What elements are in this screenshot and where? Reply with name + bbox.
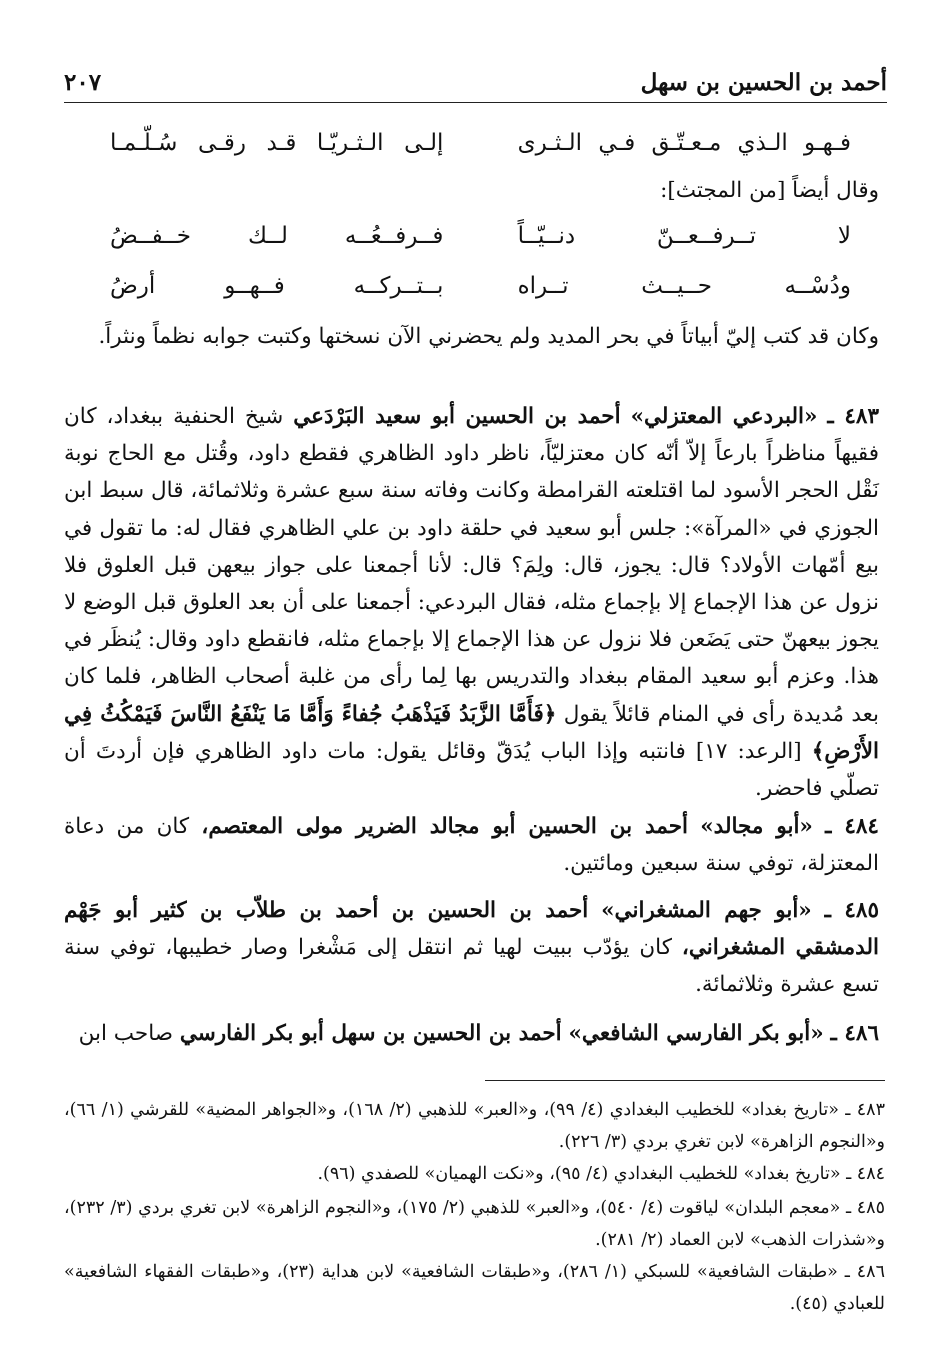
entry-nickname: «أبو بكر الفارسي الشافعي» <box>568 1021 824 1046</box>
entry-483 <box>64 398 879 807</box>
entry-486 <box>64 1015 879 1052</box>
intro-paragraph: وكان قد كتب إليّ أبياتاً في بحر المديد ولم يحضرني الآن نسختها وكتبت جوابه نظماً ونثراً. <box>98 324 879 349</box>
entry-484 <box>64 808 879 882</box>
footnote-485: ٤٨٥ ـ «معجم البلدان» لياقوت (٤/ ٥٤٠)، و«العبر» للذهبي (٢/ ١٧٥)، و«النجوم الزاهرة» لابن تغري بردي (٣/ ٢٣٢)، و«شذرات الذهب» لابن العماد (٢/ ٢٨١). <box>64 1198 885 1250</box>
hemistich-first: فـهـو الـذي مـعـتّـق فـي الـثـرى <box>517 130 851 156</box>
entry-485 <box>64 892 879 1004</box>
entry-number: ٤٨٦ ـ <box>830 1021 879 1046</box>
page-number: ٢٠٧ <box>64 69 102 96</box>
entry-nickname: «أبو جهم المشغراني» <box>601 898 812 923</box>
running-header <box>64 56 887 103</box>
entry-number: ٤٨٥ ـ <box>824 898 879 923</box>
entry-text: كان من دعاة المعتزلة، توفي سنة سبعين ومائتين. <box>64 814 879 877</box>
entry-name: أحمد بن الحسين أبو سعيد البَرْدَعي <box>293 404 621 429</box>
poem-2-intro: وقال أيضاً [من المجتث]: <box>660 178 879 203</box>
entry-number: ٤٨٣ ـ <box>827 404 879 429</box>
poem-2-line-2 <box>110 266 851 306</box>
quran-verse: ﴿فَأَمَّا الزَّبَدُ فَيَذْهَبُ جُفاءً وَأَمَّا مَا يَنْفَعُ النَّاسَ فَيَمْكُثُ فِي الأَرْضِ﴾ <box>64 701 879 764</box>
poem-2-line-1 <box>110 216 851 256</box>
hemistich-second: إلـى الـثـريّـا قـد رقـى سُـلّـمـا <box>110 130 444 156</box>
hemistich-first: لا تــرفــعــنّ دنــيّــاً <box>517 223 851 249</box>
footnote-483: ٤٨٣ ـ «تاريخ بغداد» للخطيب البغدادي (٤/ ٩٩)، و«العبر» للذهبي (٢/ ١٦٨)، و«الجواهر المضية» للقرشي (١/ ٦٦)، و«النجوم الزاهرة» لابن تغري بردي (٣/ ٢٢٦). <box>64 1100 885 1152</box>
entry-nickname: «البردعي المعتزلي» <box>630 404 818 429</box>
entry-name: أحمد بن الحسين بن سهل أبو بكر الفارسي <box>179 1021 562 1046</box>
poem-1-line <box>110 123 851 163</box>
running-title: أحمد بن الحسين بن سهل <box>640 69 887 96</box>
footnote-divider <box>485 1080 885 1081</box>
footnote-484: ٤٨٤ ـ «تاريخ بغداد» للخطيب البغدادي (٤/ ٩٥)، و«نكت الهميان» للصفدي (٩٦). <box>317 1164 885 1184</box>
hemistich-first: ودُسْــه حــيــث تــراه <box>517 273 851 299</box>
entry-text: كان يؤدّب ببيت لهيا ثم انتقل إلى مَشْغرا وصار خطيبها، توفي سنة تسع عشرة وثلاثمائة. <box>64 935 879 998</box>
entry-text: صاحب ابن <box>78 1021 174 1046</box>
entry-number: ٤٨٤ ـ <box>825 814 879 839</box>
entry-name: أحمد بن الحسين أبو مجالد الضرير مولى المعتصم، <box>201 814 688 839</box>
entry-nickname: «أبو مجالد» <box>700 814 813 839</box>
entry-text: شيخ الحنفية ببغداد، كان فقيهاً مناظراً بارعاً إلاّ أنّه كان معتزليّاً، ناظر داود الظاهري فقطع داود، وقُتل مع الحاج نوبة نَقْل الحجر الأسود لما اقتلعته القرامطة وكانت وفاته سنة سبع عشرة وثلاثمائة، قال سبط ابن الجوزي في «المرآة»: جلس أبو سعيد في حلقة داود بن علي الظاهري فقال له: ما تقول في بيع أمّهات الأولاد؟ قال: يجوز، قال: ولِمَ؟ قال: لأنا أجمعنا على جواز بيعهن قبل العلوق فلا نزول عن هذا الإجماع إلا بإجماع مثله، فقال البردعي: أجمعنا على أن بعد العلوق قبل الوضع لا يجوز بيعهنّ حتى يَضَعن فلا نزول عن هذا الإجماع إلا بإجماع مثله، فانقطع داود وقال: يُنظَر في هذا. وعزم أبو سعيد المقام ببغداد والتدريس بها لِما رأى من غلبة أصحاب الظاهر، فلما كان بعد مُديدة رأى في المنام قائلاً يقول <box>64 404 879 727</box>
footnote-486: ٤٨٦ ـ «طبقات الشافعية» للسبكي (١/ ٢٨٦)، و«طبقات الشافعية» لابن هداية (٢٣)، و«طبقات الفقهاء الشافعية» للعبادي (٤٥). <box>64 1262 885 1314</box>
hemistich-second: بــتــركــه فــهــو أرضُ <box>110 273 444 299</box>
hemistich-second: فــرفــعُــه لــك خــفــضُ <box>110 223 444 249</box>
entry-name: أحمد بن الحسين بن أحمد بن طلاّب بن كثير أبو جَهْم الدمشقي المشغراني، <box>64 898 879 961</box>
entry-text-cont: [الرعد: ١٧] فانتبه وإذا الباب يُدَقّ وقائل يقول: مات داود الظاهري فإن أردتَ أن تصلّي فاحضر. <box>64 738 879 802</box>
